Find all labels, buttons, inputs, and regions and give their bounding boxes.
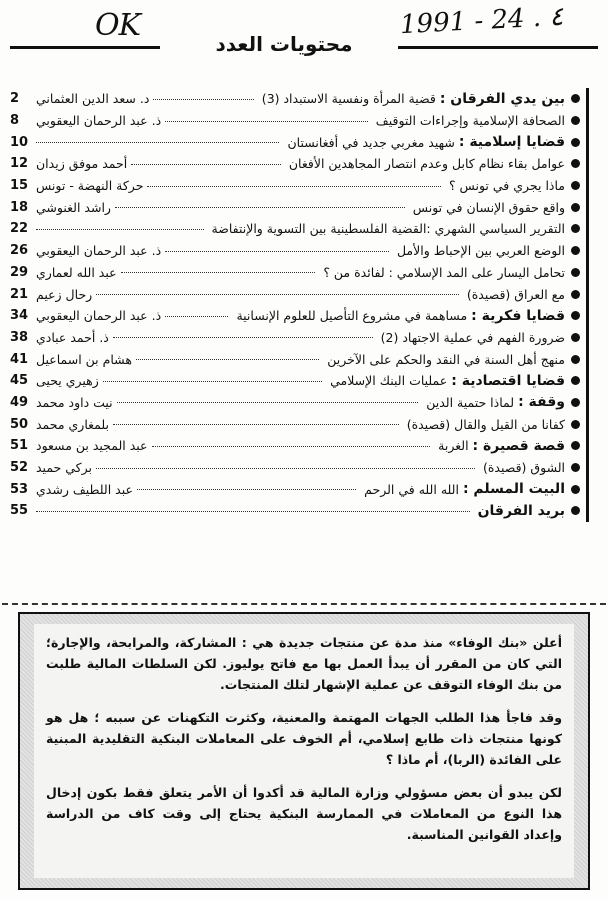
toc-section-label: قضايا فكرية : bbox=[471, 307, 565, 324]
toc-article-title: شهيد مغربي جديد في أفغانستان bbox=[287, 134, 455, 150]
dot-leader bbox=[147, 185, 441, 187]
toc-article-title: واقع حقوق الإنسان في تونس bbox=[412, 199, 565, 215]
toc-article-title: التقرير السياسي الشهري :القضية الفلسطينية بين التسوية والإنتفاضة bbox=[211, 221, 565, 237]
toc-page-number: 15 bbox=[10, 178, 29, 194]
bullet-icon bbox=[571, 290, 580, 299]
dot-leader bbox=[136, 358, 319, 360]
toc-author: رحال زعيم bbox=[36, 286, 93, 302]
dot-leader bbox=[113, 336, 373, 338]
toc-article-title: ماذا يجري في تونس ؟ bbox=[448, 178, 565, 194]
toc-author: زهيري يحيى bbox=[36, 373, 99, 389]
toc-page-number: 22 bbox=[10, 221, 29, 237]
toc-section-label: قضايا اقتصادية : bbox=[451, 372, 565, 389]
dot-leader bbox=[96, 467, 475, 469]
toc-page-number: 38 bbox=[10, 329, 29, 345]
dot-leader bbox=[117, 401, 419, 403]
toc-row bbox=[10, 240, 580, 262]
toc-row bbox=[10, 348, 580, 370]
toc-page-number: 26 bbox=[10, 243, 29, 259]
dot-leader bbox=[131, 163, 281, 165]
toc-article-title: الغربة bbox=[438, 438, 469, 454]
toc-row bbox=[10, 153, 580, 175]
bullet-icon bbox=[571, 506, 580, 515]
toc-page-number: 55 bbox=[10, 503, 29, 519]
toc-author: بلمغاري محمد bbox=[36, 416, 110, 432]
dot-leader bbox=[115, 206, 405, 208]
toc-article-title: تحامل اليسار على المد الإسلامي : لفائدة من ؟ bbox=[323, 264, 565, 280]
notice-text bbox=[34, 624, 574, 878]
bullet-icon bbox=[571, 268, 580, 277]
toc-author: عبد المجيد بن مسعود bbox=[36, 438, 148, 454]
toc-article-title: قضية المرأة ونفسية الاستبداد (3) bbox=[261, 91, 436, 107]
dot-leader bbox=[36, 141, 279, 143]
toc-page-number: 10 bbox=[10, 134, 29, 150]
bullet-icon bbox=[571, 463, 580, 472]
toc-author: حركة النهضة - تونس bbox=[36, 178, 144, 194]
dot-leader bbox=[153, 98, 253, 100]
dot-leader bbox=[121, 271, 316, 273]
bullet-icon bbox=[571, 398, 580, 407]
toc-author: نيت داود محمد bbox=[36, 394, 113, 410]
toc-row bbox=[10, 196, 580, 218]
toc-article-title: الصحافة الإسلامية وإجراءات التوقيف bbox=[375, 113, 565, 129]
toc-row bbox=[10, 305, 580, 327]
toc-author: ذ. عبد الرحمان اليعقوبي bbox=[36, 113, 162, 129]
dot-leader bbox=[103, 380, 322, 382]
bullet-icon bbox=[571, 485, 580, 494]
toc-row bbox=[10, 413, 580, 435]
bullet-icon bbox=[571, 333, 580, 342]
toc-article-title: عوامل بقاء نظام كابل وعدم انتصار المجاهدين الأفغان bbox=[288, 156, 565, 172]
toc-page-number: 50 bbox=[10, 416, 29, 432]
toc-page-number: 29 bbox=[10, 264, 29, 280]
handwritten-date: 1991 - 24 . ٤ bbox=[399, 1, 565, 41]
toc-author: د. سعد الدين العثماني bbox=[36, 91, 150, 107]
dot-leader bbox=[96, 293, 459, 295]
dashed-divider bbox=[2, 603, 606, 605]
toc-row bbox=[10, 218, 580, 240]
dot-leader bbox=[137, 488, 356, 490]
dot-leader bbox=[36, 510, 470, 512]
toc-author: راشد الغنوشي bbox=[36, 199, 111, 215]
toc-article-title: كفانا من القيل والقال (قصيدة) bbox=[406, 416, 565, 432]
toc-article-title: الشوق (قصيدة) bbox=[482, 460, 565, 476]
toc-article-title: ضرورة الفهم في عملية الاجتهاد (2) bbox=[380, 329, 565, 345]
bullet-icon bbox=[571, 94, 580, 103]
toc-page-number: 21 bbox=[10, 286, 29, 302]
toc-row bbox=[10, 283, 580, 305]
toc-article-title: الله الله في الرحم bbox=[364, 481, 459, 497]
dot-leader bbox=[165, 250, 389, 252]
toc-article-title: الوضع العربي بين الإحباط والأمل bbox=[396, 243, 565, 259]
toc-author: بركي حميد bbox=[36, 460, 93, 476]
bullet-icon bbox=[571, 159, 580, 168]
bullet-icon bbox=[571, 311, 580, 320]
toc-section-label: بين يدي الفرقان : bbox=[439, 90, 565, 107]
dot-leader bbox=[113, 423, 399, 425]
toc-row bbox=[10, 131, 580, 153]
toc-page-number: 12 bbox=[10, 156, 29, 172]
dot-leader bbox=[165, 120, 368, 122]
toc-section-label: قضايا إسلامية : bbox=[458, 134, 565, 151]
toc-section-label: قصة قصيرة : bbox=[472, 437, 565, 454]
dot-leader bbox=[165, 315, 228, 317]
toc-page-number: 45 bbox=[10, 373, 29, 389]
toc-article-title: مساهمة في مشروع التأصيل للعلوم الإنسانية bbox=[236, 308, 468, 324]
toc-section-label: البيت المسلم : bbox=[462, 481, 565, 498]
bullet-icon bbox=[571, 420, 580, 429]
toc-row bbox=[10, 478, 580, 500]
toc-row bbox=[10, 262, 580, 284]
toc-page-number: 2 bbox=[10, 91, 20, 107]
toc-author: ذ. عبد الرحمان اليعقوبي bbox=[36, 243, 162, 259]
bullet-icon bbox=[571, 355, 580, 364]
bullet-icon bbox=[571, 441, 580, 450]
bullet-icon bbox=[571, 181, 580, 190]
handwritten-ok-mark: OK bbox=[95, 8, 141, 43]
table-of-contents bbox=[10, 88, 589, 522]
bullet-icon bbox=[571, 138, 580, 147]
bullet-icon bbox=[571, 203, 580, 212]
toc-author: أحمد موفق زيدان bbox=[36, 156, 128, 172]
header-rule-left bbox=[10, 46, 160, 49]
toc-article-title: منهج أهل السنة في النقد والحكم على الآخرين bbox=[327, 351, 565, 367]
header-rule-right bbox=[398, 46, 598, 49]
contents-header bbox=[10, 32, 598, 62]
toc-page-number: 8 bbox=[10, 113, 20, 129]
notice-paragraph: لكن يبدو أن بعض مسؤولي وزارة المالية قد أكدوا أن الأمر يتعلق فقط بكون إدخال هذا النوع من المعاملات في الممارسة البنكية يحتاج إلى وقت كاف من الدراسة وإعداد القوانين المناسبة. bbox=[46, 785, 562, 842]
toc-page-number: 52 bbox=[10, 460, 29, 476]
dot-leader bbox=[152, 445, 431, 447]
toc-row bbox=[10, 175, 580, 197]
toc-section-label: وقفة : bbox=[518, 394, 565, 411]
toc-article-title: عمليات البنك الإسلامي bbox=[330, 373, 448, 389]
toc-author: ذ. عبد الرحمان اليعقوبي bbox=[36, 308, 162, 324]
toc-article-title: لماذا حتمية الدين bbox=[426, 394, 515, 410]
toc-author: عبد اللطيف رشدي bbox=[36, 481, 133, 497]
bullet-icon bbox=[571, 246, 580, 255]
toc-page-number: 41 bbox=[10, 351, 29, 367]
dot-leader bbox=[36, 228, 204, 230]
toc-author: هشام بن اسماعيل bbox=[36, 351, 132, 367]
toc-page-number: 18 bbox=[10, 199, 29, 215]
toc-row bbox=[10, 500, 580, 522]
toc-article-title: مع العراق (قصيدة) bbox=[466, 286, 565, 302]
toc-row bbox=[10, 370, 580, 392]
toc-author: ذ. أحمد عبادي bbox=[36, 329, 109, 345]
bullet-icon bbox=[571, 116, 580, 125]
toc-row bbox=[10, 110, 580, 132]
notice-paragraph: وقد فاجأ هذا الطلب الجهات المهتمة والمعنية، وكثرت التكهنات عن سببه ؛ هل هو كونها منتجات ذات طابع إسلامي، أم الخوف على المعاملات البنكية التقليدية المبنية على الفائدة (الربا)، أم ماذا ؟ bbox=[46, 710, 562, 767]
toc-row bbox=[10, 457, 580, 479]
toc-page-number: 34 bbox=[10, 308, 29, 324]
page-title: محتويات العدد bbox=[215, 32, 353, 56]
toc-author: عبد الله لعماري bbox=[36, 264, 117, 280]
toc-row bbox=[10, 435, 580, 457]
bullet-icon bbox=[571, 224, 580, 233]
toc-page-number: 49 bbox=[10, 394, 29, 410]
toc-row bbox=[10, 327, 580, 349]
toc-section-label: بريد الفرقان bbox=[477, 502, 565, 519]
notice-paragraph: أعلن «بنك الوفاء» منذ مدة عن منتجات جديدة هي : المشاركة، والمرابحة، والإجارة؛ التي كان من المقرر أن يبدأ العمل بها مع فاتح يوليوز. لكن السلطات المالية طلبت من بنك الوفاء التوقف عن عملية الإشهار لتلك المنتجات. bbox=[46, 635, 562, 692]
bullet-icon bbox=[571, 376, 580, 385]
toc-page-number: 51 bbox=[10, 438, 29, 454]
bank-notice-box bbox=[18, 612, 590, 890]
toc-page-number: 53 bbox=[10, 481, 29, 497]
toc-row bbox=[10, 88, 580, 110]
toc-row bbox=[10, 392, 580, 414]
